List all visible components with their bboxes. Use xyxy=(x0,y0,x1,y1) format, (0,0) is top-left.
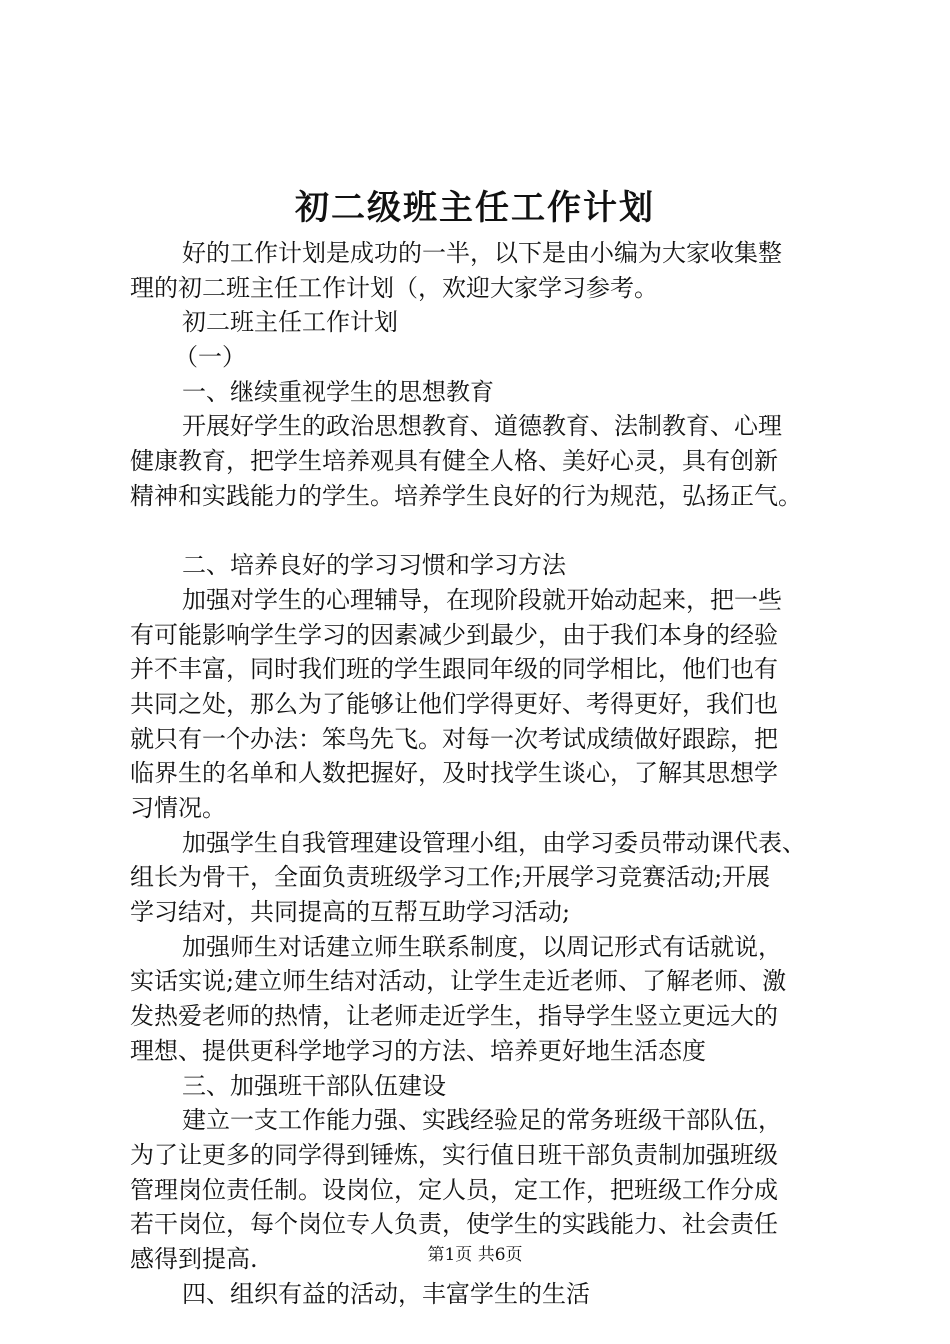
paragraph-line: 若干岗位，每个岗位专人负责，使学生的实践能力、社会责任 xyxy=(130,1210,778,1239)
paragraph-line: 发热爱老师的热情，让老师走近学生，指导学生竖立更远大的 xyxy=(130,1002,778,1031)
document-body xyxy=(130,236,850,1311)
section-heading: 二、培养良好的学习习惯和学习方法 xyxy=(182,551,566,580)
section-heading: 三、加强班干部队伍建设 xyxy=(182,1071,446,1100)
paragraph-line: 有可能影响学生学习的因素减少到最少，由于我们本身的经验 xyxy=(130,620,778,649)
paragraph-line: 就只有一个办法：笨鸟先飞。对每一次考试成绩做好跟踪，把 xyxy=(130,724,778,753)
section-heading: 四、组织有益的活动，丰富学生的生活 xyxy=(182,1279,590,1308)
paragraph-line: 健康教育，把学生培养观具有健全人格、美好心灵，具有创新 xyxy=(130,447,778,476)
section-heading: 初二班主任工作计划 xyxy=(182,308,398,337)
document-title: 初二级班主任工作计划 xyxy=(295,188,655,228)
paragraph-line: 加强学生自我管理建设管理小组，由学习委员带动课代表、 xyxy=(182,828,806,857)
paragraph-line: 为了让更多的同学得到锤炼，实行值日班干部负责制加强班级 xyxy=(130,1140,778,1169)
paragraph-line: 开展好学生的政治思想教育、道德教育、法制教育、心理 xyxy=(182,412,782,441)
paragraph-line: 管理岗位责任制。设岗位，定人员，定工作，把班级工作分成 xyxy=(130,1175,778,1204)
paragraph-line: 感得到提高. xyxy=(130,1244,258,1273)
paragraph-line: 并不丰富，同时我们班的学生跟同年级的同学相比，他们也有 xyxy=(130,655,778,684)
paragraph-line: 习情况。 xyxy=(130,794,226,822)
paragraph-line: 加强师生对话建立师生联系制度，以周记形式有话就说， xyxy=(182,932,782,961)
page-number: 第1页 共6页 xyxy=(427,1245,523,1265)
paragraph-line: 学习结对，共同提高的互帮互助学习活动; xyxy=(130,898,571,927)
paragraph-line: 理想、提供更科学地学习的方法、培养更好地生活态度 xyxy=(130,1036,706,1065)
paragraph-line: 精神和实践能力的学生。培养学生良好的行为规范，弘扬正气。 xyxy=(130,481,802,510)
section-number: （一） xyxy=(174,343,246,372)
paragraph-line: 理的初二班主任工作计划（，欢迎大家学习参考。 xyxy=(130,273,658,302)
paragraph-line: 实话实说;建立师生结对活动，让学生走近老师、了解老师、激 xyxy=(130,967,787,996)
paragraph-line: 建立一支工作能力强、实践经验足的常务班级干部队伍， xyxy=(182,1106,782,1135)
paragraph-line: 临界生的名单和人数把握好，及时找学生谈心，了解其思想学 xyxy=(130,759,778,788)
paragraph-line: 加强对学生的心理辅导，在现阶段就开始动起来，把一些 xyxy=(182,585,782,614)
paragraph-line: 组长为骨干，全面负责班级学习工作;开展学习竞赛活动;开展 xyxy=(130,863,771,892)
paragraph-line: 共同之处，那么为了能够让他们学得更好、考得更好，我们也 xyxy=(130,689,778,718)
section-heading: 一、继续重视学生的思想教育 xyxy=(182,377,494,406)
blank-line xyxy=(130,514,850,549)
paragraph-line: 好的工作计划是成功的一半，以下是由小编为大家收集整 xyxy=(182,239,782,267)
